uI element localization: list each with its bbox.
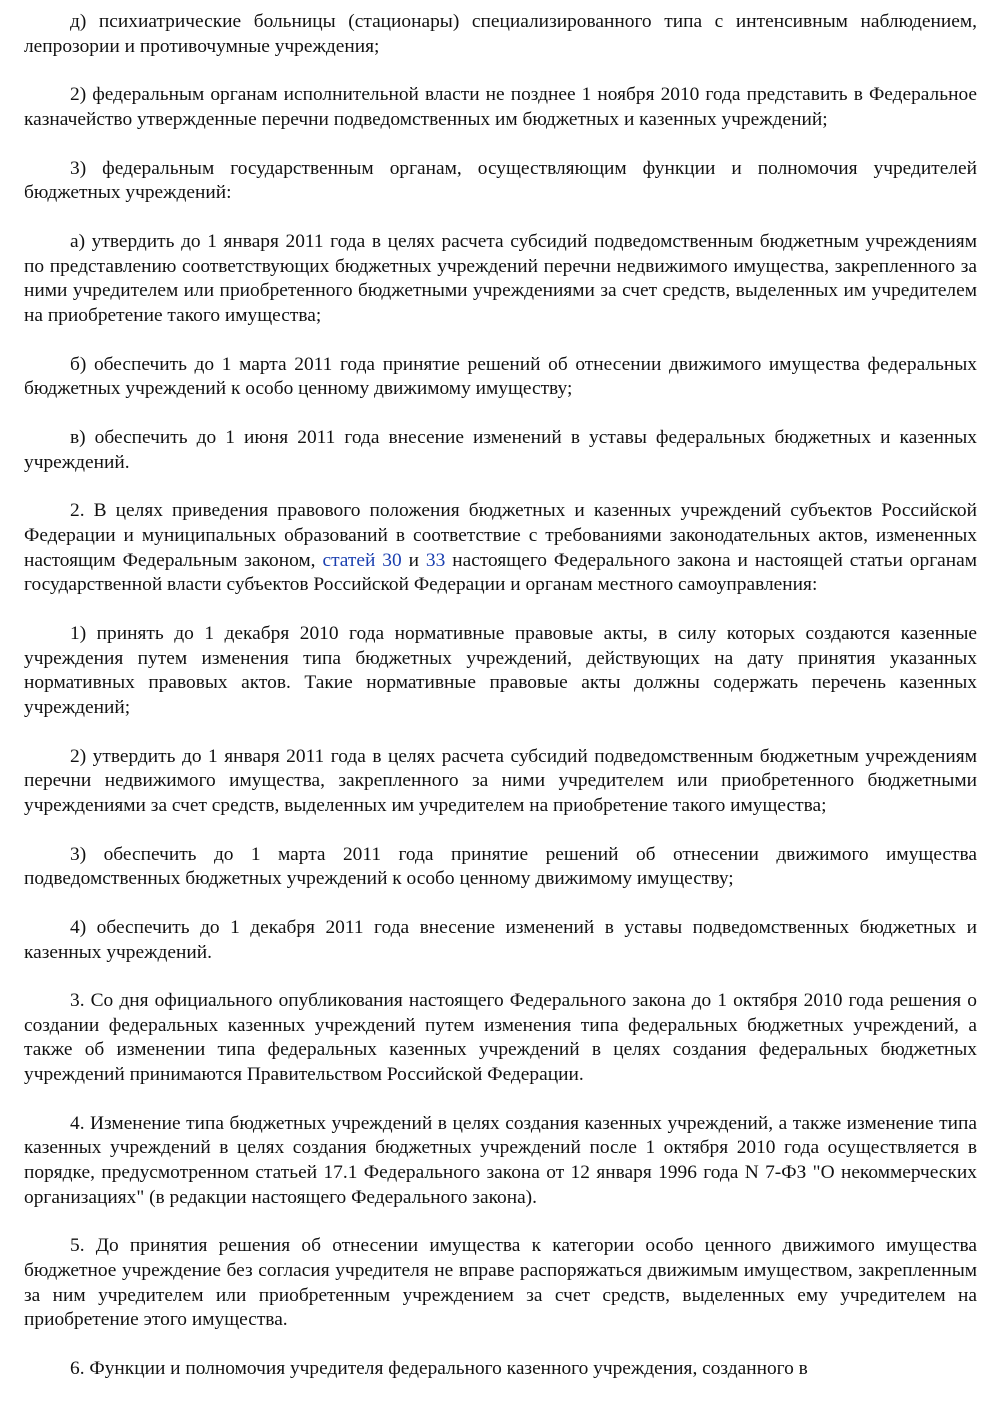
paragraph-1-3-b: [24, 353, 977, 402]
paragraph-text: д) психиатрические больницы (стационары) специализированного типа с интенсивным наблюдением, лепрозории и противочумные учреждения;: [24, 11, 977, 57]
article-30-link[interactable]: статей 30: [322, 549, 402, 571]
paragraph-1-3-v: [24, 426, 977, 475]
paragraph-text: 3) федеральным государственным органам, осуществляющим функции и полномочия учредителей бюджетных учреждений:: [24, 157, 977, 204]
paragraph-1-d: [24, 10, 977, 59]
paragraph-2-2: [24, 745, 977, 819]
paragraph-text: 2. В целях приведения правового положения бюджетных и казенных учреждений субъектов Российской Федерации и муниципальных образований в соответствие с требованиями законодательных актов, измененных настоящим Федеральным законом,: [24, 500, 977, 571]
paragraph-2-3: [24, 843, 977, 892]
paragraph-text: 2) утвердить до 1 января 2011 года в целях расчета субсидий подведомственным бюджетным учреждениям перечни недвижимого имущества, закрепленного за ними учредителем или приобретенного бюджетными учреждениями за счет средств, выделенных им учредителем на приобретение такого имущества;: [24, 745, 977, 816]
paragraph-text: а) утвердить до 1 января 2011 года в целях расчета субсидий подведомственным бюджетным учреждениям по представлению соответствующих бюджетных учреждений перечни недвижимого имущества, закрепленного за ними учредителем или приобретенного бюджетными учреждениями за счет средств, выделенных им учредителем на приобретение такого имущества;: [24, 231, 977, 326]
paragraph-1-3-a: [24, 230, 977, 328]
paragraph-text: 3. Со дня официального опубликования настоящего Федерального закона до 1 октября 2010 года решения о создании федеральных казенных учреждений путем изменения типа федеральных бюджетных учреждений, а также об изменении типа федеральных казенных учреждений в целях создания федеральных бюджетных учреждений принимаются Правительством Российской Федерации.: [24, 990, 977, 1086]
paragraph-text: настоящего Федерального закона и настоящей статьи органам государственной власти субъектов Российской Федерации и органам местного самоуправления:: [24, 549, 978, 596]
paragraph-text: 3) обеспечить до 1 марта 2011 года принятие решений об отнесении движимого имущества подведомственных бюджетных учреждений к особо ценному движимому имуществу;: [24, 843, 977, 890]
section-6-paragraph: [24, 1357, 977, 1382]
paragraph-text: и: [401, 549, 426, 571]
paragraph-1-2: [24, 83, 977, 132]
article-33-link[interactable]: 33: [425, 549, 446, 571]
paragraph-text: 4) обеспечить до 1 декабря 2011 года внесение изменений в уставы подведомственных бюджетных и казенных учреждений.: [24, 916, 977, 963]
paragraph-text: 4. Изменение типа бюджетных учреждений в целях создания казенных учреждений, а также изменение типа казенных учреждений в целях создания бюджетных учреждений после 1 октября 2010 года осуществляется в порядке, предусмотренном статьей 17.1 Федерального закона от 12 января 1996 года N 7-ФЗ "О некоммерческих организациях" (в редакции настоящего Федерального закона).: [24, 1112, 977, 1208]
paragraph-text: 1) принять до 1 декабря 2010 года нормативные правовые акты, в силу которых создаются казенные учреждения путем изменения типа бюджетных учреждений, действующих на дату принятия указанных нормативных правовых актов. Такие нормативные правовые акты должны содержать перечень казенных учреждений;: [24, 623, 977, 718]
paragraph-text: 6. Функции и полномочия учредителя федерального казенного учреждения, созданного в: [70, 1357, 808, 1379]
paragraph-text: 2) федеральным органам исполнительной власти не позднее 1 ноября 2010 года представить в Федеральное казначейство утвержденные перечни подведомственных им бюджетных и казенных учреждений;: [24, 84, 977, 130]
paragraph-1-3: [24, 157, 977, 206]
paragraph-2-1: [24, 622, 977, 720]
section-3-paragraph: [24, 989, 977, 1087]
paragraph-text: в) обеспечить до 1 июня 2011 года внесение изменений в уставы федеральных бюджетных и казенных учреждений.: [24, 427, 977, 473]
paragraph-2-4: [24, 916, 977, 965]
document-page: [24, 10, 977, 1406]
paragraph-text: 5. До принятия решения об отнесении имущества к категории особо ценного движимого имущества бюджетное учреждение без согласия учредителя не вправе распоряжаться движимым имуществом, закрепленным за ним учредителем или приобретенным учреждением за счет средств, выделенных ему учредителем на приобретение этого имущества.: [24, 1235, 977, 1331]
section-2-paragraph: [24, 499, 977, 597]
paragraph-text: б) обеспечить до 1 марта 2011 года принятие решений об отнесении движимого имущества федеральных бюджетных учреждений к особо ценному движимому имуществу;: [24, 353, 977, 400]
section-5-paragraph: [24, 1234, 977, 1332]
section-4-paragraph: [24, 1112, 977, 1210]
